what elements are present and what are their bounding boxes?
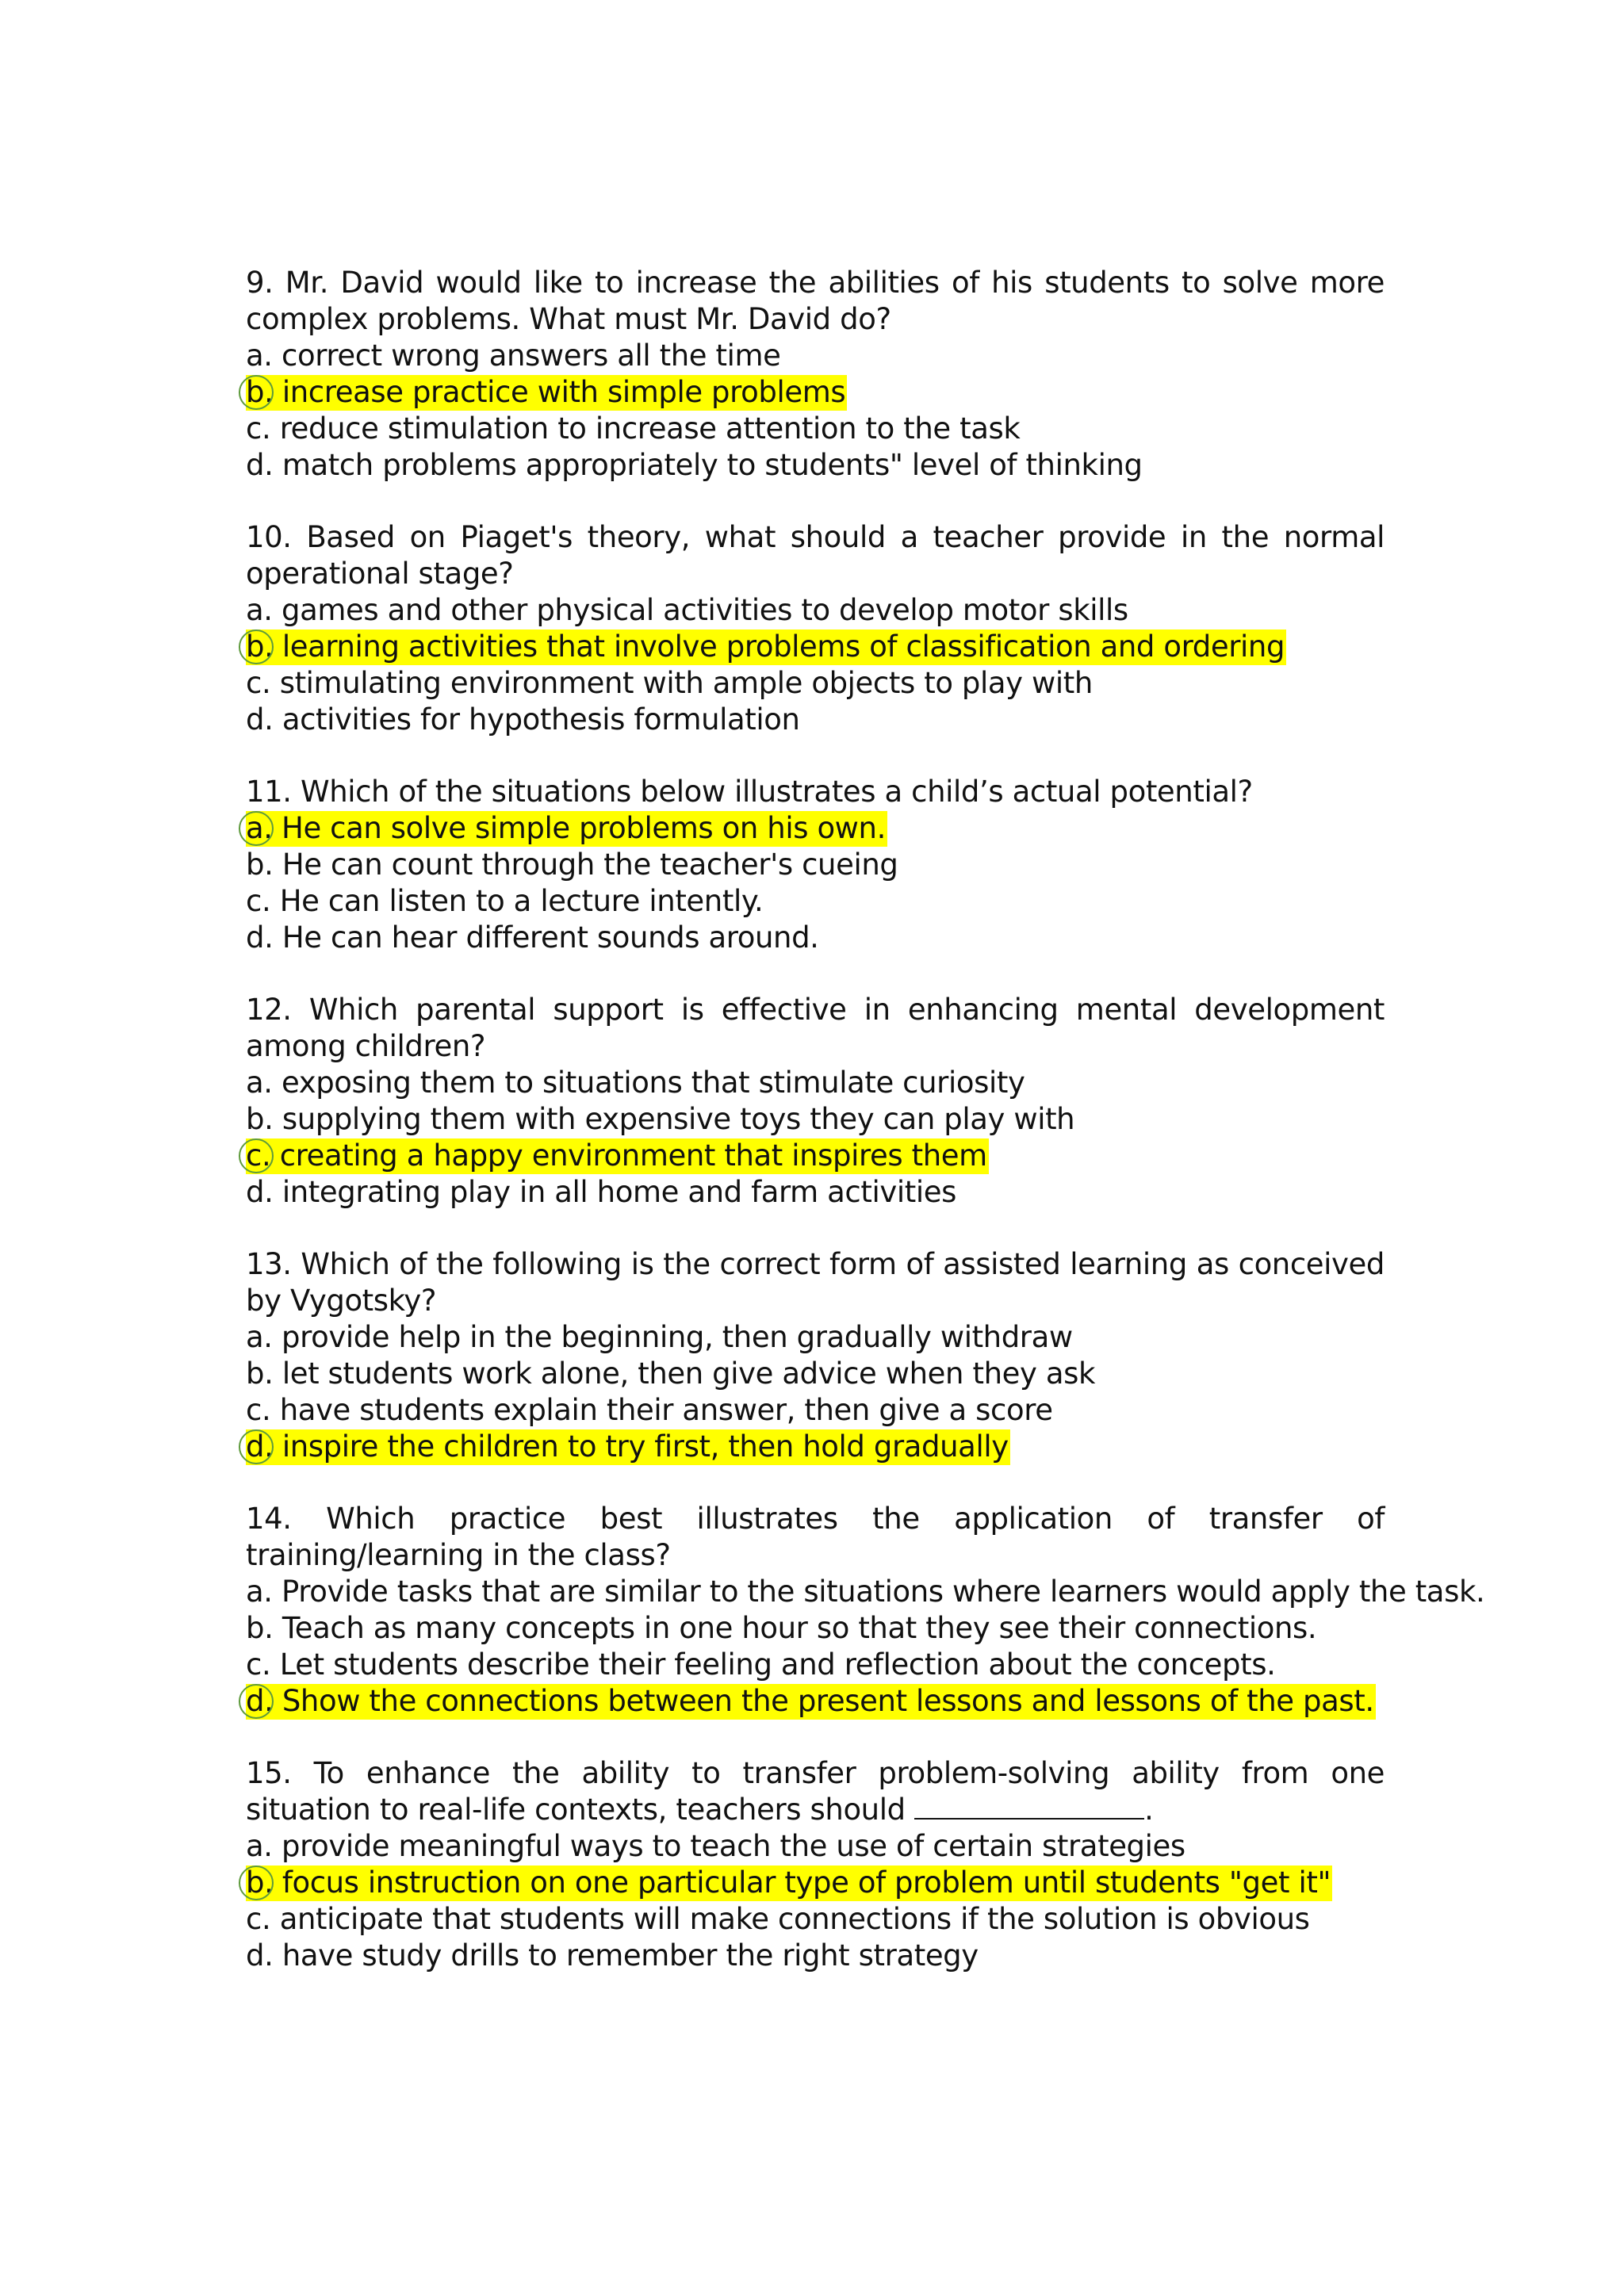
option-letter xyxy=(246,1610,273,1647)
answer-option xyxy=(246,1174,1385,1211)
highlighted-answer xyxy=(246,1138,989,1174)
option-letter-text: b. xyxy=(246,1611,274,1645)
option-letter xyxy=(246,1901,270,1938)
answer-option xyxy=(246,1647,1385,1683)
option-letter xyxy=(246,1938,273,1974)
option-letter-text: c. xyxy=(246,1393,271,1427)
answer-option xyxy=(246,1392,1385,1429)
option-text: Show the connections between the present lessons and lessons of the past. xyxy=(282,1684,1374,1718)
option-text: provide meaningful ways to teach the use of certain strategies xyxy=(282,1829,1185,1863)
option-letter xyxy=(246,447,273,484)
question-stem-text: 14. Which practice best illustrates the application of transfer of training/learning in the class? xyxy=(246,1502,1385,1572)
option-text: increase practice with simple problems xyxy=(282,375,846,409)
option-letter xyxy=(246,702,273,738)
option-letter-text: a. xyxy=(246,593,273,627)
question-q12 xyxy=(246,992,1385,1211)
option-text: match problems appropriately to students" level of thinking xyxy=(282,448,1143,482)
option-text: stimulating environment with ample objects to play with xyxy=(279,666,1093,700)
option-letter-text: c. xyxy=(246,1138,271,1173)
option-letter-text: a. xyxy=(246,1575,273,1609)
answer-option-correct xyxy=(246,1865,1385,1901)
option-letter xyxy=(246,1392,270,1429)
answer-option xyxy=(246,411,1385,447)
highlighted-answer xyxy=(246,1866,1332,1901)
question-stem-text: 11. Which of the situations below illustrates a child’s actual potential? xyxy=(246,775,1253,809)
question-q10 xyxy=(246,519,1385,738)
answer-option-correct xyxy=(246,810,1385,847)
option-letter-text: c. xyxy=(246,1647,271,1682)
answer-option xyxy=(246,1938,1385,1974)
answer-circle-mark xyxy=(239,1429,274,1464)
answer-option xyxy=(246,1065,1385,1101)
option-text: have study drills to remember the right strategy xyxy=(282,1938,979,1973)
answer-circle-mark xyxy=(239,629,274,664)
option-letter-text: a. xyxy=(246,1320,273,1354)
option-letter xyxy=(246,411,270,447)
answer-option xyxy=(246,592,1385,629)
question-stem xyxy=(246,1755,1385,1828)
answer-circle-mark xyxy=(239,1684,274,1719)
question-stem xyxy=(246,265,1385,338)
answer-option xyxy=(246,447,1385,484)
option-letter-text: b. xyxy=(246,375,274,409)
highlighted-answer xyxy=(246,1429,1010,1465)
option-letter-text: c. xyxy=(246,884,271,918)
answer-option xyxy=(246,338,1385,374)
option-text: correct wrong answers all the time xyxy=(282,339,781,373)
answer-option-correct xyxy=(246,1683,1385,1720)
option-letter xyxy=(246,1865,273,1901)
option-text: He can hear different sounds around. xyxy=(282,920,819,955)
answer-option xyxy=(246,1610,1385,1647)
option-text: anticipate that students will make connections if the solution is obvious xyxy=(279,1902,1310,1936)
option-letter xyxy=(246,338,273,374)
option-letter xyxy=(246,665,270,702)
option-letter xyxy=(246,810,273,847)
option-letter-text: d. xyxy=(246,1175,274,1209)
question-stem xyxy=(246,1501,1385,1574)
option-letter xyxy=(246,1574,273,1610)
answer-circle-mark xyxy=(239,375,274,410)
question-q13 xyxy=(246,1246,1385,1465)
stem-end-punctuation: . xyxy=(1144,1793,1154,1827)
option-letter xyxy=(246,1683,273,1720)
option-letter-text: d. xyxy=(246,702,274,737)
option-text: He can solve simple problems on his own. xyxy=(282,811,886,845)
option-text: supplying them with expensive toys they can play with xyxy=(282,1102,1075,1136)
option-letter-text: b. xyxy=(246,1357,274,1391)
question-stem-text: 13. Which of the following is the correct form of assisted learning as conceived by Vygotsky? xyxy=(246,1247,1385,1318)
question-stem-text: 10. Based on Piaget's theory, what should a teacher provide in the normal operational stage? xyxy=(246,520,1385,591)
question-q9 xyxy=(246,265,1385,484)
option-text: creating a happy environment that inspires them xyxy=(279,1138,987,1173)
answer-option xyxy=(246,1828,1385,1865)
option-letter-text: c. xyxy=(246,411,271,446)
answer-option xyxy=(246,1356,1385,1392)
option-text: focus instruction on one particular type of problem until students "get it" xyxy=(282,1866,1331,1900)
question-stem-text: 15. To enhance the ability to transfer problem-solving ability from one situation to real-life contexts, teachers should xyxy=(246,1756,1385,1827)
option-letter xyxy=(246,847,273,883)
option-letter xyxy=(246,592,273,629)
option-letter xyxy=(246,1138,270,1174)
answer-option-correct xyxy=(246,629,1385,665)
answer-option-correct xyxy=(246,1429,1385,1465)
option-text: Teach as many concepts in one hour so that they see their connections. xyxy=(282,1611,1317,1645)
option-text: Provide tasks that are similar to the situations where learners would apply the task. xyxy=(282,1575,1485,1609)
option-letter xyxy=(246,1828,273,1865)
answer-option xyxy=(246,702,1385,738)
answer-option xyxy=(246,883,1385,920)
option-letter-text: d. xyxy=(246,1938,274,1973)
option-letter-text: c. xyxy=(246,1902,271,1936)
option-letter-text: d. xyxy=(246,920,274,955)
option-text: He can count through the teacher's cueing xyxy=(282,848,898,882)
answer-option xyxy=(246,1901,1385,1938)
option-letter xyxy=(246,920,273,956)
option-letter-text: a. xyxy=(246,811,273,845)
option-text: let students work alone, then give advice when they ask xyxy=(282,1357,1096,1391)
option-text: inspire the children to try first, then hold gradually xyxy=(282,1429,1009,1464)
highlighted-answer xyxy=(246,811,887,847)
option-letter xyxy=(246,1319,273,1356)
answer-option-correct xyxy=(246,1138,1385,1174)
highlighted-answer xyxy=(246,629,1286,665)
option-letter xyxy=(246,1101,273,1138)
question-stem-text: 12. Which parental support is effective in enhancing mental development among children? xyxy=(246,993,1385,1063)
option-letter-text: b. xyxy=(246,1866,274,1900)
answer-circle-mark xyxy=(239,1866,274,1900)
answer-option xyxy=(246,1574,1485,1610)
option-letter-text: b. xyxy=(246,1102,274,1136)
option-letter xyxy=(246,1356,273,1392)
option-letter-text: d. xyxy=(246,1429,274,1464)
answer-option xyxy=(246,920,1385,956)
answer-circle-mark xyxy=(239,1138,274,1173)
option-letter-text: c. xyxy=(246,666,271,700)
answer-circle-mark xyxy=(239,811,274,846)
answer-option xyxy=(246,1319,1385,1356)
option-text: games and other physical activities to develop motor skills xyxy=(282,593,1128,627)
question-list xyxy=(246,265,1485,2010)
highlighted-answer xyxy=(246,375,847,411)
fill-in-blank xyxy=(914,1793,1144,1820)
question-stem xyxy=(246,992,1385,1065)
question-q14 xyxy=(246,1501,1485,1720)
option-letter xyxy=(246,629,273,665)
option-letter xyxy=(246,374,273,411)
option-letter-text: d. xyxy=(246,1684,274,1718)
option-letter-text: a. xyxy=(246,1829,273,1863)
question-stem xyxy=(246,1246,1385,1319)
option-text: integrating play in all home and farm activities xyxy=(282,1175,956,1209)
option-letter xyxy=(246,1174,273,1211)
answer-option-correct xyxy=(246,374,1385,411)
option-letter xyxy=(246,883,270,920)
question-stem xyxy=(246,774,1385,810)
option-text: have students explain their answer, then give a score xyxy=(279,1393,1053,1427)
highlighted-answer xyxy=(246,1684,1376,1720)
option-letter-text: d. xyxy=(246,448,274,482)
option-text: provide help in the beginning, then gradually withdraw xyxy=(282,1320,1073,1354)
option-letter-text: b. xyxy=(246,629,274,664)
option-text: Let students describe their feeling and reflection about the concepts. xyxy=(279,1647,1276,1682)
question-q11 xyxy=(246,774,1385,956)
answer-option xyxy=(246,1101,1385,1138)
option-letter-text: a. xyxy=(246,1066,273,1100)
option-letter xyxy=(246,1065,273,1101)
option-letter xyxy=(246,1647,270,1683)
option-text: He can listen to a lecture intently. xyxy=(279,884,764,918)
question-q15 xyxy=(246,1755,1385,1974)
option-letter-text: b. xyxy=(246,848,274,882)
question-stem xyxy=(246,519,1385,592)
option-text: learning activities that involve problems of classification and ordering xyxy=(282,629,1285,664)
answer-option xyxy=(246,665,1385,702)
option-text: reduce stimulation to increase attention to the task xyxy=(279,411,1021,446)
option-text: activities for hypothesis formulation xyxy=(282,702,800,737)
option-letter-text: a. xyxy=(246,339,273,373)
question-stem-text: 9. Mr. David would like to increase the abilities of his students to solve more complex problems. What must Mr. David do? xyxy=(246,266,1385,336)
option-letter xyxy=(246,1429,273,1465)
option-text: exposing them to situations that stimulate curiosity xyxy=(282,1066,1025,1100)
answer-option xyxy=(246,847,1385,883)
